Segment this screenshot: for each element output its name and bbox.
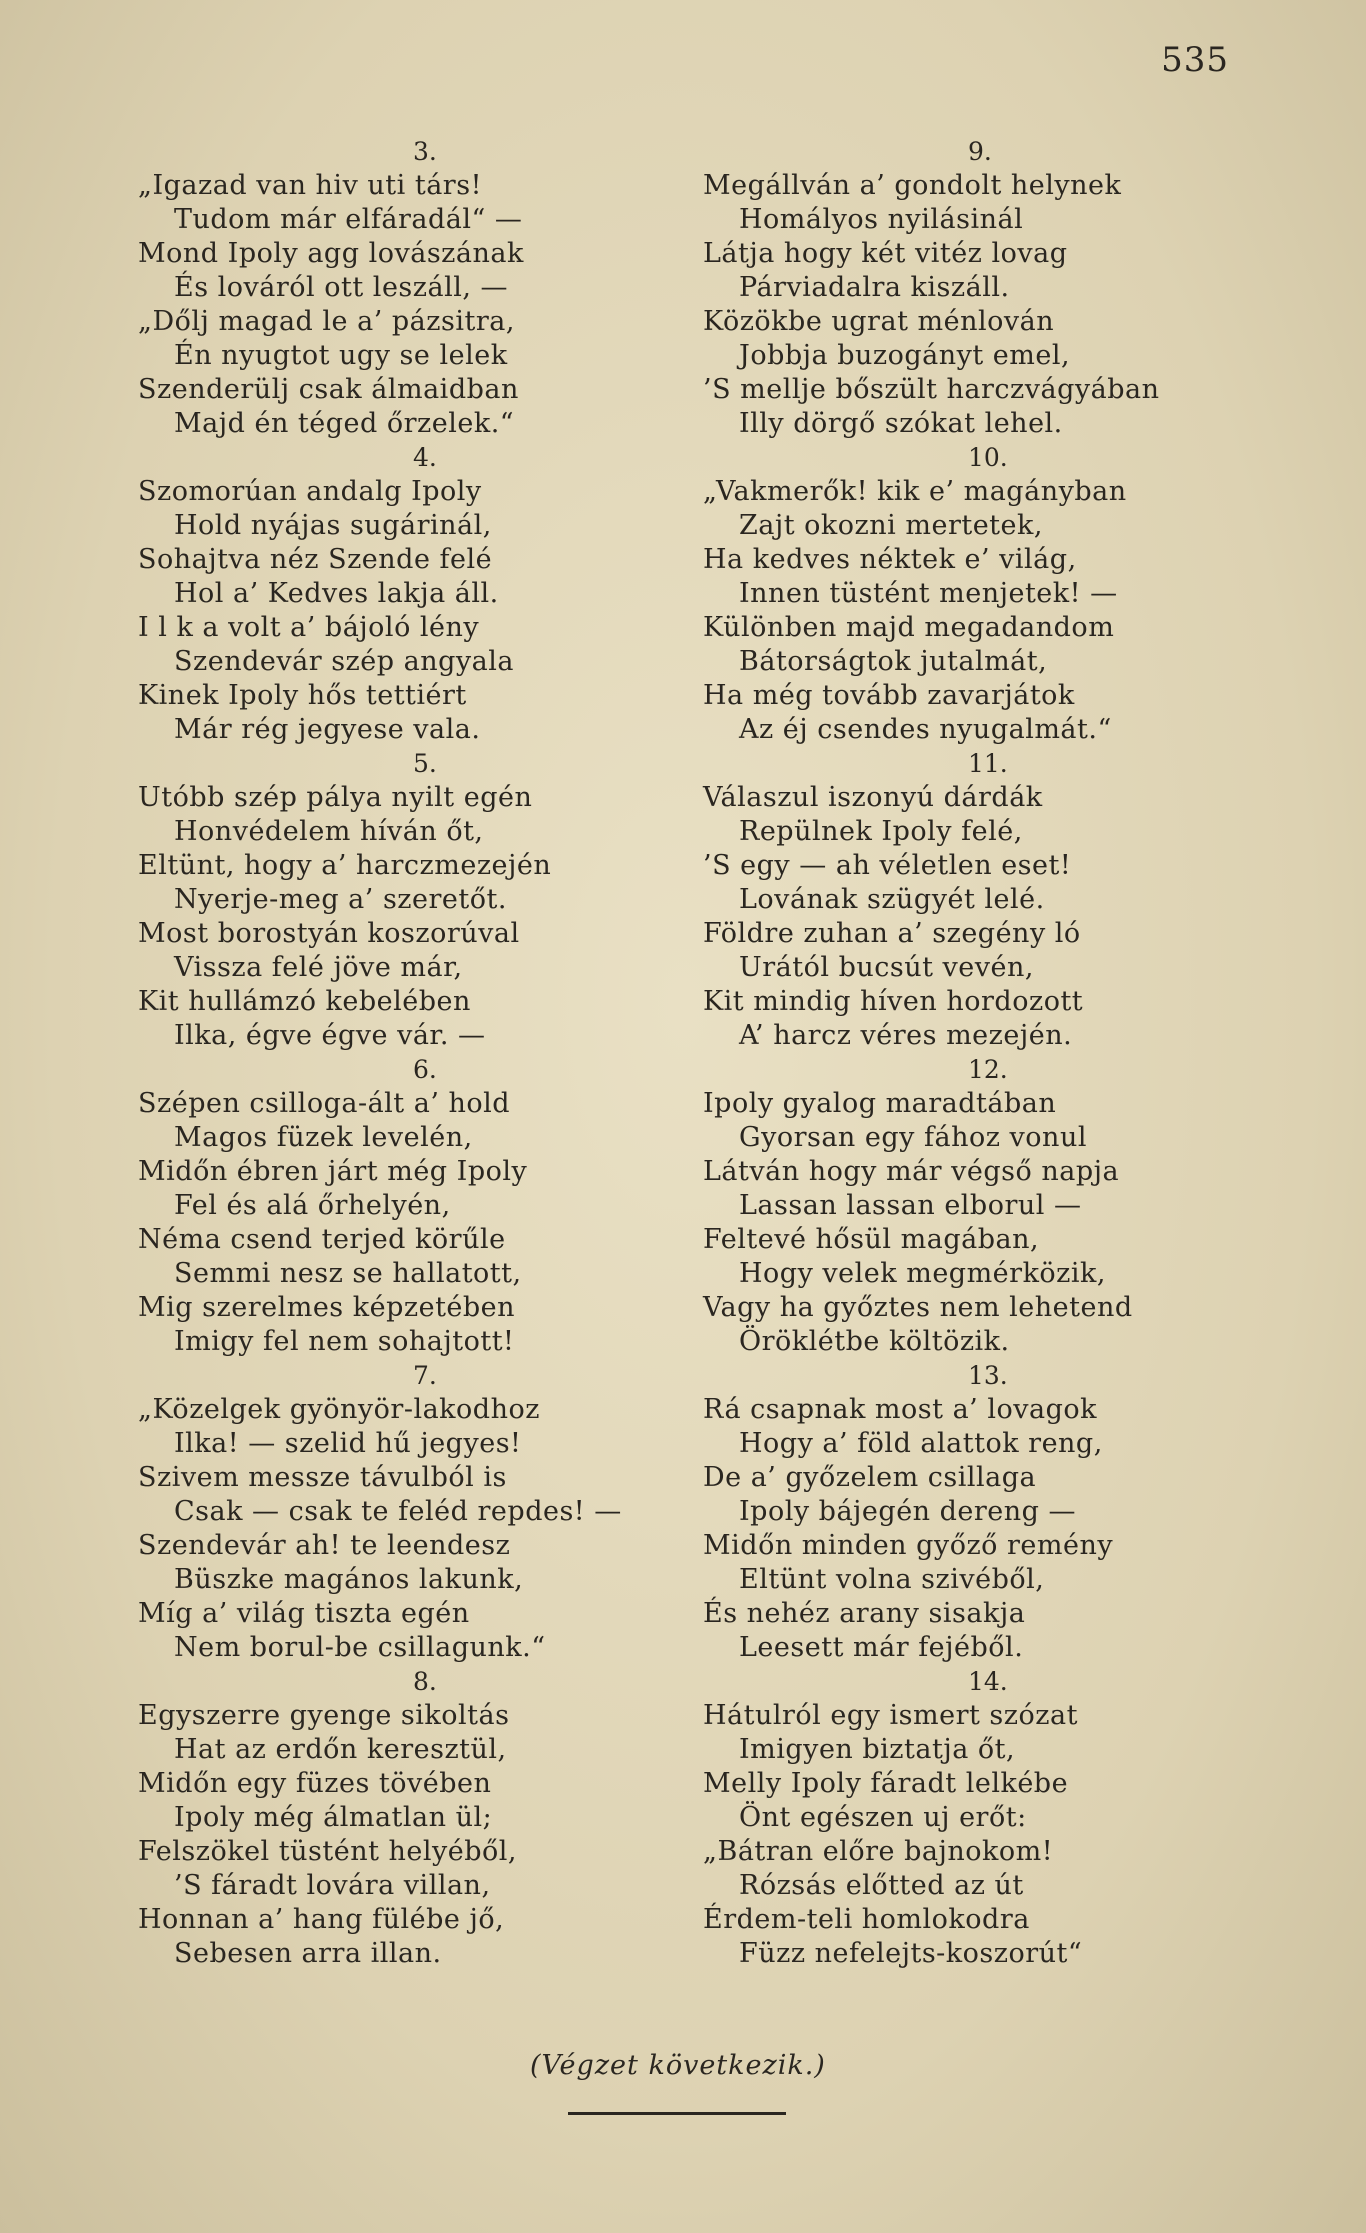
verse-line: Földre zuhan a’ szegény ló [703,918,1081,949]
verse-line: Urától bucsút vevén, [739,952,1034,983]
verse-line: Közökbe ugrat ménlován [703,306,1055,337]
verse-line: Ilka! — szelid hű jegyes! [174,1428,522,1459]
stanza-number: 10. [968,443,1008,472]
stanza-number: 11. [968,749,1008,778]
verse-line: Midőn egy füzes tövében [138,1768,492,1799]
verse-line: Ha még tovább zavarjátok [703,680,1075,711]
verse-line: Hogy velek megmérközik, [739,1258,1106,1289]
verse-line: Hogy a’ föld alattok reng, [739,1428,1103,1459]
stanza-number: 5. [413,749,437,778]
verse-line: És nehéz arany sisakja [703,1598,1026,1629]
poem-column-left [138,135,698,1971]
verse-line: ’S fáradt lovára villan, [174,1870,491,1901]
stanza-number: 12. [968,1055,1008,1084]
continuation-note: (Végzet következik.) [530,2050,826,2081]
verse-line: Ilka, égve égve vár. — [174,1020,486,1051]
verse-line: Szendevár szép angyala [174,646,514,677]
stanza [703,1359,1263,1665]
verse-line: Tudom már elfáradál“ — [174,204,523,235]
verse-line: De a’ győzelem csillaga [703,1462,1037,1493]
verse-line: Imigy fel nem sohajtott! [174,1326,515,1357]
verse-line: Magos füzek levelén, [174,1122,473,1153]
stanza-number: 14. [968,1667,1008,1696]
verse-line: Nem borul-be csillagunk.“ [174,1632,546,1663]
verse-line: Kit mindig híven hordozott [703,986,1084,1017]
page-number: 535 [1161,40,1229,80]
verse-line: Míg a’ világ tiszta egén [138,1598,470,1629]
verse-line: Midőn ébren járt még Ipoly [138,1156,528,1187]
stanza [703,1053,1263,1359]
verse-line: Innen tüstént menjetek! — [739,578,1118,609]
poem-column-right [703,135,1263,1971]
verse-line: Látván hogy már végső napja [703,1156,1120,1187]
verse-line: „Bátran előre bajnokom! [703,1836,1054,1867]
verse-line: Most borostyán koszorúval [138,918,520,949]
verse-line: I l k a volt a’ bájoló lény [138,612,480,643]
verse-line: Jobbja buzogányt emel, [739,340,1071,371]
verse-line: Szendevár ah! te leendesz [138,1530,511,1561]
verse-line: „Vakmerők! kik e’ magányban [703,476,1127,507]
verse-line: Büszke magános lakunk, [174,1564,524,1595]
stanza-number: 6. [413,1055,437,1084]
verse-line: Feltevé hősül magában, [703,1224,1040,1255]
stanza [703,441,1263,747]
verse-line: Bátorságtok jutalmát, [739,646,1048,677]
verse-line: Lovának szügyét lelé. [739,884,1045,915]
verse-line: Hat az erdőn keresztül, [174,1734,507,1765]
verse-line: Szépen csilloga-ált a’ hold [138,1088,511,1119]
stanza-number: 3. [413,137,437,166]
verse-line: Az éj csendes nyugalmát.“ [739,714,1112,745]
verse-line: Honnan a’ hang fülébe jő, [138,1904,505,1935]
verse-line: Felszökel tüstént helyéből, [138,1836,518,1867]
verse-line: Utóbb szép pálya nyilt egén [138,782,533,813]
verse-line: Néma csend terjed körűle [138,1224,506,1255]
footer-rule [568,2112,786,2115]
verse-line: Homályos nyilásinál [739,204,1024,235]
verse-line: Megállván a’ gondolt helynek [703,170,1122,201]
verse-line: Válaszul iszonyú dárdák [703,782,1043,813]
verse-line: Ha kedves néktek e’ világ, [703,544,1077,575]
verse-line: Rá csapnak most a’ lovagok [703,1394,1097,1425]
stanza-number: 8. [413,1667,437,1696]
stanza-number: 13. [968,1361,1008,1390]
verse-line: Vagy ha győztes nem lehetend [703,1292,1133,1323]
verse-line: Vissza felé jöve már, [174,952,463,983]
verse-line: Szivem messze távulból is [138,1462,507,1493]
verse-line: Érdem-teli homlokodra [703,1904,1030,1935]
verse-line: Fel és alá őrhelyén, [174,1190,451,1221]
verse-line: Ipoly bájegén dereng — [739,1496,1077,1527]
verse-line: Midőn minden győző remény [703,1530,1114,1561]
verse-line: Ipoly még álmatlan ül; [174,1802,493,1833]
stanza [703,1665,1263,1971]
verse-line: Öröklétbe költözik. [739,1326,1010,1357]
verse-line: Látja hogy két vitéz lovag [703,238,1068,269]
stanza-number: 9. [968,137,992,166]
verse-line: Illy dörgő szókat lehel. [739,408,1063,439]
verse-line: Gyorsan egy fához vonul [739,1122,1087,1153]
verse-line: Szenderülj csak álmaidban [138,374,519,405]
stanza [703,135,1263,441]
stanza [138,747,698,1053]
verse-line: Lassan lassan elborul — [739,1190,1082,1221]
verse-line: Rózsás előtted az út [739,1870,1024,1901]
verse-line: Honvédelem híván őt, [174,816,484,847]
verse-line: ’S mellje bőszült harczvágyában [703,374,1160,405]
verse-line: Önt egészen uj erőt: [739,1802,1027,1833]
verse-line: Hold nyájas sugárinál, [174,510,492,541]
verse-line: Hátulról egy ismert szózat [703,1700,1078,1731]
verse-line: És lováról ott leszáll, — [174,272,509,303]
verse-line: Melly Ipoly fáradt lelkébe [703,1768,1069,1799]
verse-line: Semmi nesz se hallatott, [174,1258,522,1289]
verse-line: Füzz nefelejts-koszorút“ [739,1938,1083,1969]
verse-line: Zajt okozni mertetek, [739,510,1043,541]
verse-line: Hol a’ Kedves lakja áll. [174,578,499,609]
stanza [138,1665,698,1971]
verse-line: ’S egy — ah véletlen eset! [703,850,1072,881]
verse-line: Szomorúan andalg Ipoly [138,476,482,507]
verse-line: Mig szerelmes képzetében [138,1292,516,1323]
verse-line: Nyerje-meg a’ szeretőt. [174,884,507,915]
stanza-number: 7. [413,1361,437,1390]
verse-line: Repülnek Ipoly felé, [739,816,1023,847]
verse-line: Sebesen arra illan. [174,1938,442,1969]
verse-line: Kit hullámzó kebelében [138,986,471,1017]
verse-line: Sohajtva néz Szende felé [138,544,493,575]
stanza [703,747,1263,1053]
verse-line: „Közelgek gyönyör-lakodhoz [138,1394,540,1425]
verse-line: Párviadalra kiszáll. [739,272,1010,303]
verse-line: Kinek Ipoly hős tettiért [138,680,467,711]
verse-line: A’ harcz véres mezején. [739,1020,1073,1051]
stanza [138,1359,698,1665]
stanza [138,135,698,441]
verse-line: Én nyugtot ugy se lelek [174,340,508,371]
verse-line: Leesett már fejéből. [739,1632,1024,1663]
verse-line: Eltünt volna szivéből, [739,1564,1045,1595]
stanza [138,441,698,747]
verse-line: Már rég jegyese vala. [174,714,481,745]
verse-line: Különben majd megadandom [703,612,1115,643]
verse-line: Mond Ipoly agg lovászának [138,238,524,269]
stanza-number: 4. [413,443,437,472]
verse-line: „Dőlj magad le a’ pázsitra, [138,306,515,337]
verse-line: Csak — csak te feléd repdes! — [174,1496,622,1527]
verse-line: Ipoly gyalog maradtában [703,1088,1057,1119]
verse-line: Majd én téged őrzelek.“ [174,408,515,439]
verse-line: Imigyen biztatja őt, [739,1734,1016,1765]
verse-line: Egyszerre gyenge sikoltás [138,1700,510,1731]
stanza [138,1053,698,1359]
verse-line: „Igazad van hiv uti társ! [138,170,482,201]
verse-line: Eltünt, hogy a’ harczmezején [138,850,552,881]
